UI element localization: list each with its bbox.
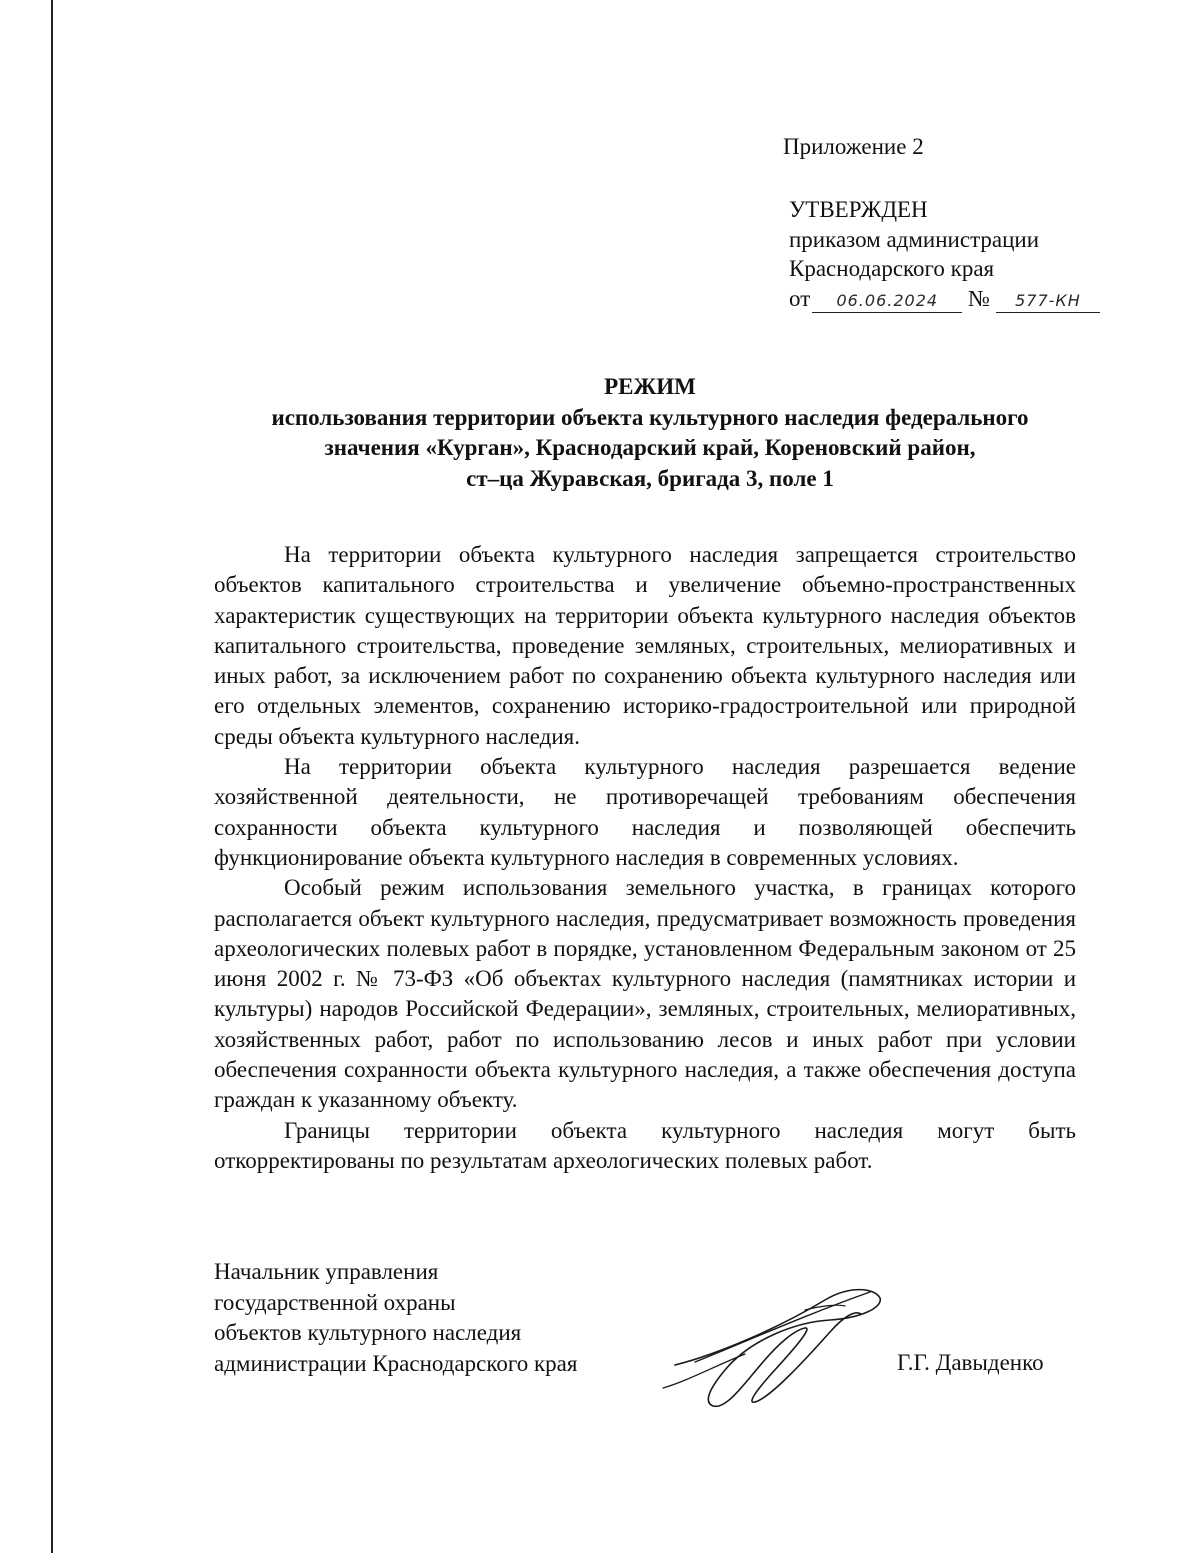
number-label: № — [968, 285, 990, 311]
paragraph-prohibitions: На территории объекта культурного наследия запрещается строительство объектов капитального строительства и увеличение объемно-пространственных характеристик существующих на территории объекта культурного наследия объектов капитального строительства, проведение земляных, строительных, мелиоративных и иных работ, за исключением работ по сохранению объекта культурного наследия или его отдельных элементов, сохранению историко-градостроительной или природной среды объекта культурного наследия. — [214, 542, 1076, 749]
document-body — [214, 540, 1076, 1176]
approved-by-line-1: приказом администрации — [789, 226, 1040, 252]
position-line-1: Начальник управления — [214, 1259, 439, 1284]
signatory-position — [214, 1257, 577, 1379]
from-label: от — [789, 285, 811, 311]
paragraph-boundaries: Границы территории объекта культурного наследия могут быть откорректированы по результатам археологических полевых работ. — [214, 1117, 1076, 1173]
handwritten-signature — [655, 1270, 905, 1420]
order-date-handwritten: 06.06.2024 — [812, 290, 962, 313]
position-line-4: администрации Краснодарского края — [214, 1350, 578, 1376]
position-line-2: государственной охраны — [214, 1289, 456, 1315]
title-line-3: ст–ца Журавская, бригада 3, поле 1 — [466, 465, 834, 491]
document-title — [200, 372, 1100, 494]
paragraph-permitted-activity: На территории объекта культурного наследия разрешается ведение хозяйственной деятельности, не противоречащей требованиям обеспечения сохранности объекта культурного наследия и позволяющей обеспечить функционирование объекта культурного наследия в современных условиях. — [214, 754, 1076, 870]
appendix-label: Приложение 2 — [783, 134, 924, 159]
order-date-number-line — [789, 284, 1100, 314]
approval-block — [789, 195, 1100, 313]
approved-heading: УТВЕРЖДЕН — [789, 197, 928, 222]
approved-by-line-2: Краснодарского края — [789, 256, 995, 281]
page-edge-line — [51, 0, 53, 1553]
order-number-handwritten: 577-КН — [996, 290, 1100, 313]
signatory-name: Г.Г. Давыденко — [897, 1350, 1044, 1375]
title-main: РЕЖИМ — [604, 374, 696, 399]
title-line-2: значения «Курган», Краснодарский край, Кореновский район, — [324, 435, 976, 460]
position-line-3: объектов культурного наследия — [214, 1320, 522, 1345]
title-line-1: использования территории объекта культурного наследия федерального — [271, 404, 1029, 430]
paragraph-special-regime: Особый режим использования земельного участка, в границах которого располагается объект культурного наследия, предусматривает возможность проведения археологических полевых работ в порядке, установленном Федеральным законом от 25 июня 2002 г. № 73-ФЗ «Об объектах культурного наследия (памятниках истории и культуры) народов Российской Федерации», земляных, строительных, мелиоративных, хозяйственных работ, работ по использованию лесов и иных работ при условии обеспечения сохранности объекта культурного наследия, а также обеспечения доступа граждан к указанному объекту. — [214, 875, 1076, 1113]
